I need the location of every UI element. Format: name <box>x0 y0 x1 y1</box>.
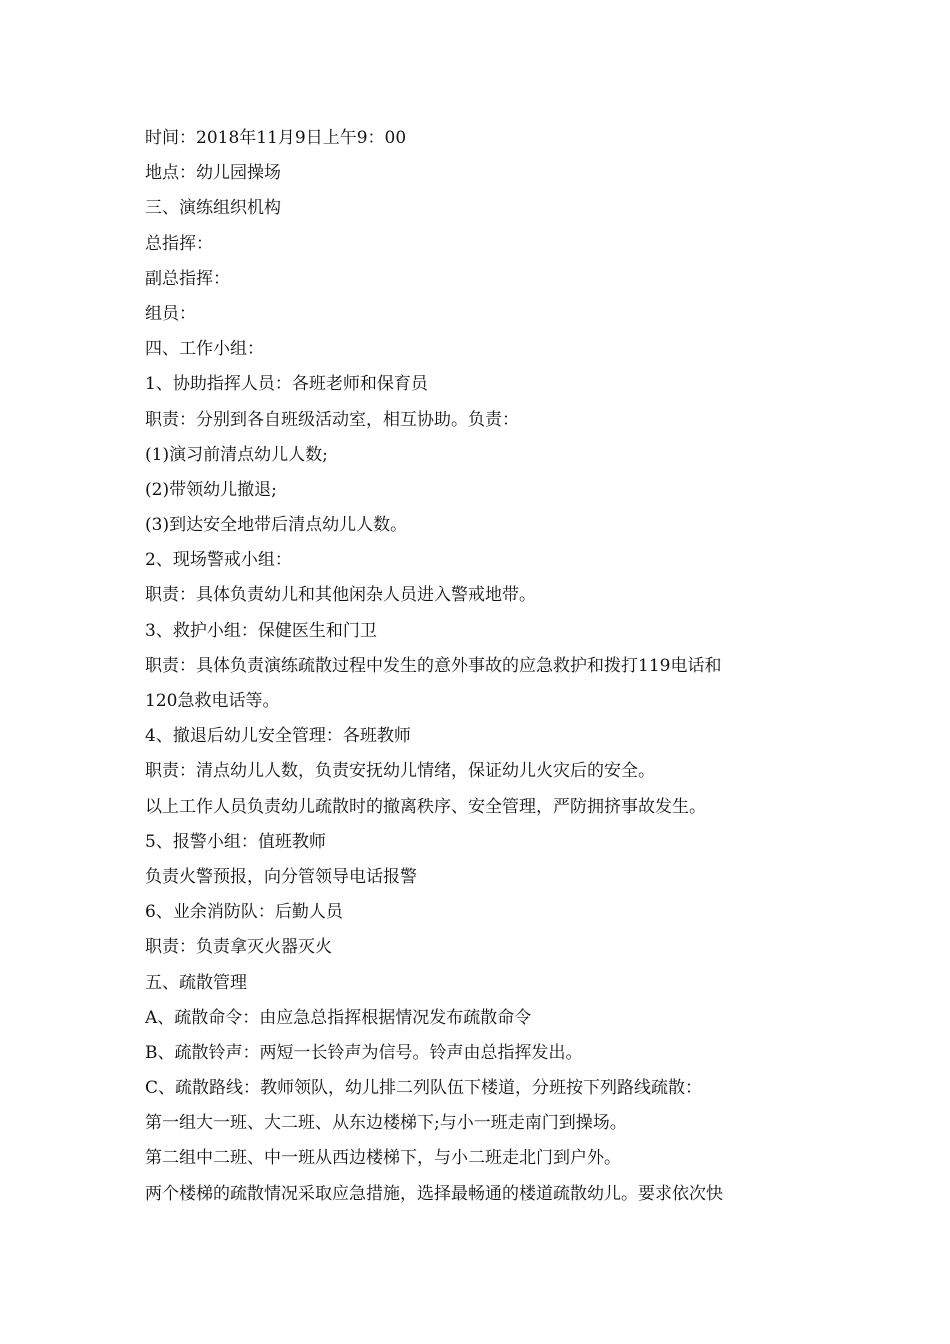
document-body <box>145 121 810 1212</box>
text-line: 职责：具体负责演练疏散过程中发生的意外事故的应急救护和拨打119电话和 <box>145 655 722 676</box>
text-line: 5、报警小组：值班教师 <box>145 831 326 852</box>
text-line: 总指挥： <box>145 233 213 254</box>
text-line: (3)到达安全地带后清点幼儿人数。 <box>145 515 408 536</box>
text-line: 两个楼梯的疏散情况采取应急措施，选择最畅通的楼道疏散幼儿。要求依次快 <box>145 1183 723 1204</box>
text-line: 职责：负责拿灭火器灭火 <box>145 937 332 958</box>
text-line: A、疏散命令：由应急总指挥根据情况发布疏散命令 <box>145 1007 532 1028</box>
text-line: (1)演习前清点幼儿人数; <box>145 444 328 465</box>
text-line: 职责：清点幼儿人数，负责安抚幼儿情绪，保证幼儿火灾后的安全。 <box>145 761 655 782</box>
text-line: 地点：幼儿园操场 <box>145 163 281 184</box>
text-line: 6、业余消防队：后勤人员 <box>145 902 343 923</box>
text-line: 1、协助指挥人员：各班老师和保育员 <box>145 374 428 395</box>
section-heading: 三、演练组织机构 <box>145 198 281 219</box>
text-line: 2、现场警戒小组： <box>145 550 292 571</box>
text-line: 职责：分别到各自班级活动室，相互协助。负责： <box>145 409 519 430</box>
text-line: 组员： <box>145 303 196 324</box>
text-line: 3、救护小组：保健医生和门卫 <box>145 620 377 641</box>
text-line: 以上工作人员负责幼儿疏散时的撤离秩序、安全管理，严防拥挤事故发生。 <box>145 796 706 817</box>
text-line: 负责火警预报，向分管领导电话报警 <box>145 866 417 887</box>
text-line: 时间：2018年11月9日上午9：00 <box>145 128 407 148</box>
text-line: 120急救电话等。 <box>145 691 280 711</box>
text-line: 4、撤退后幼儿安全管理：各班教师 <box>145 726 411 747</box>
section-heading: 五、疏散管理 <box>145 972 247 993</box>
text-line: 第一组大一班、大二班、从东边楼梯下;与小一班走南门到操场。 <box>145 1113 627 1134</box>
text-line: B、疏散铃声：两短一长铃声为信号。铃声由总指挥发出。 <box>145 1042 583 1063</box>
text-line: 副总指挥： <box>145 268 230 289</box>
text-line: C、疏散路线：教师领队，幼儿排二列队伍下楼道，分班按下列路线疏散： <box>145 1078 703 1099</box>
text-line: 职责：具体负责幼儿和其他闲杂人员进入警戒地带。 <box>145 585 536 606</box>
text-line: (2)带领幼儿撤退; <box>145 479 277 500</box>
section-heading: 四、工作小组： <box>145 339 264 360</box>
text-line: 第二组中二班、中一班从西边楼梯下，与小二班走北门到户外。 <box>145 1148 621 1169</box>
